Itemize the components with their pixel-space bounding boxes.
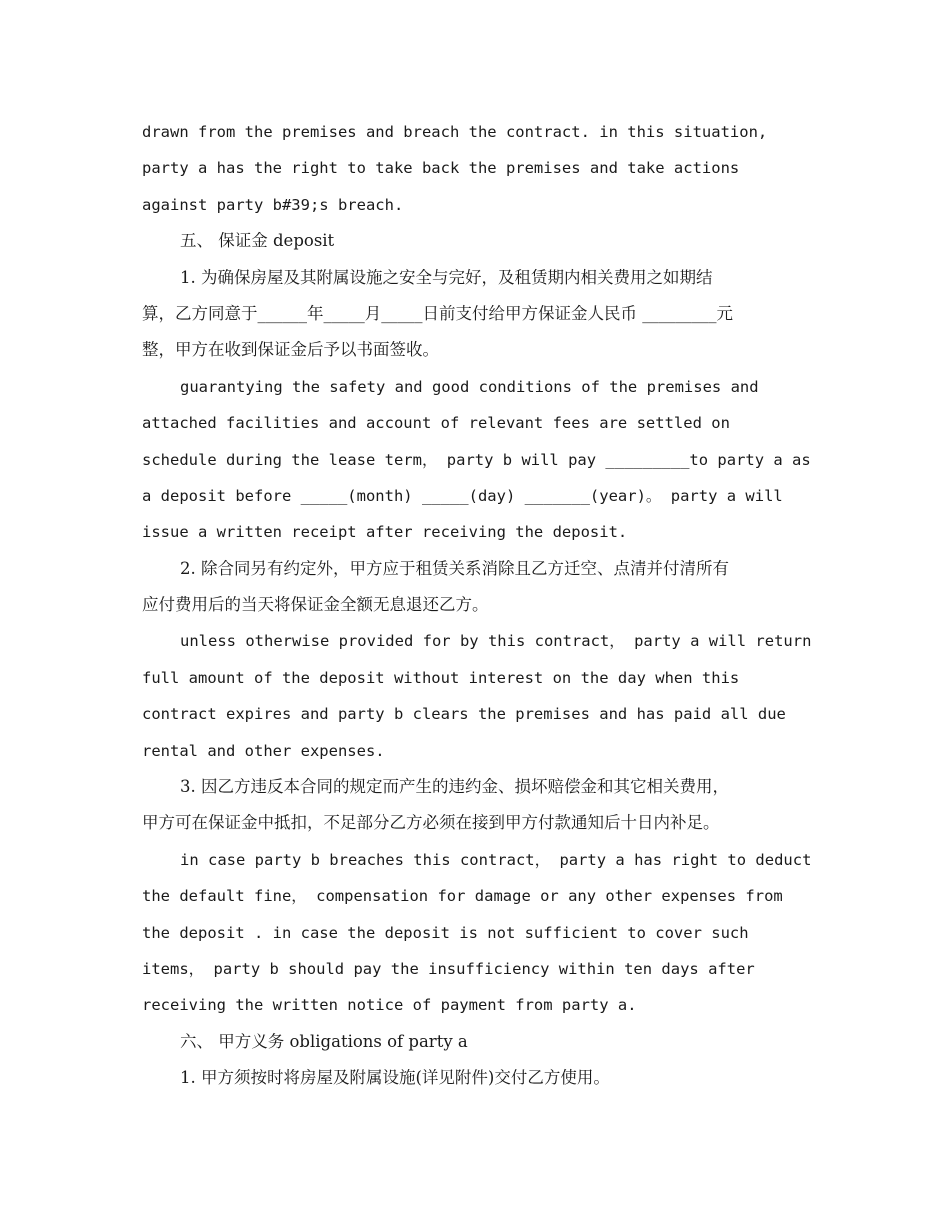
paragraph-line: full amount of the deposit without interest on the day when this (142, 668, 740, 687)
paragraph-line: schedule during the lease term， party b will pay _________to party a as (142, 450, 811, 469)
clause-line: 整，甲方在收到保证金后予以书面签收。 (142, 340, 439, 360)
clause-line: 1. 为确保房屋及其附属设施之安全与完好，及租赁期内相关费用之如期结 (180, 267, 713, 287)
paragraph-line: a deposit before _____(month) _____(day) _______(year)。 party a will (142, 486, 783, 505)
paragraph-line: in case party b breaches this contract， party a has right to deduct (180, 850, 812, 869)
section-heading-obligations: 六、 甲方义务 obligations of party a (180, 1031, 468, 1051)
paragraph-line: guarantying the safety and good conditions of the premises and (180, 377, 759, 396)
clause-line: 算，乙方同意于______年_____月_____日前支付给甲方保证金人民币 _________元 (142, 303, 733, 323)
clause-line: 应付费用后的当天将保证金全额无息退还乙方。 (142, 595, 489, 615)
paragraph-line: unless otherwise provided for by this contract， party a will return (180, 632, 812, 651)
paragraph-line: drawn from the premises and breach the contract. in this situation, (142, 123, 768, 141)
section-heading-deposit: 五、 保证金 deposit (180, 231, 335, 251)
paragraph-line: against party b#39;s breach. (142, 195, 404, 214)
clause-line: 甲方可在保证金中抵扣，不足部分乙方必须在接到甲方付款通知后十日内补足。 (142, 813, 720, 833)
paragraph-line: attached facilities and account of relevant fees are settled on (142, 414, 730, 433)
paragraph-line: items， party b should pay the insufficiency within ten days after (142, 959, 755, 978)
paragraph-line: receiving the written notice of payment from party a. (142, 996, 637, 1015)
clause-line: 2. 除合同另有约定外，甲方应于租赁关系消除且乙方迁空、点清并付清所有 (180, 558, 729, 578)
paragraph-line: issue a written receipt after receiving the deposit. (142, 523, 628, 542)
clause-line: 1. 甲方须按时将房屋及附属设施(详见附件)交付乙方使用。 (180, 1068, 610, 1088)
paragraph-line: contract expires and party b clears the premises and has paid all due (142, 705, 786, 724)
paragraph-line: rental and other expenses. (142, 741, 385, 760)
document-body (142, 114, 810, 1097)
paragraph-line: the default fine， compensation for damage or any other expenses from (142, 887, 783, 906)
paragraph-line: party a has the right to take back the premises and take actions (142, 159, 740, 178)
clause-line: 3. 因乙方违反本合同的规定而产生的违约金、损坏赔偿金和其它相关费用， (180, 777, 729, 797)
paragraph-line: the deposit . in case the deposit is not sufficient to cover such (142, 923, 749, 942)
